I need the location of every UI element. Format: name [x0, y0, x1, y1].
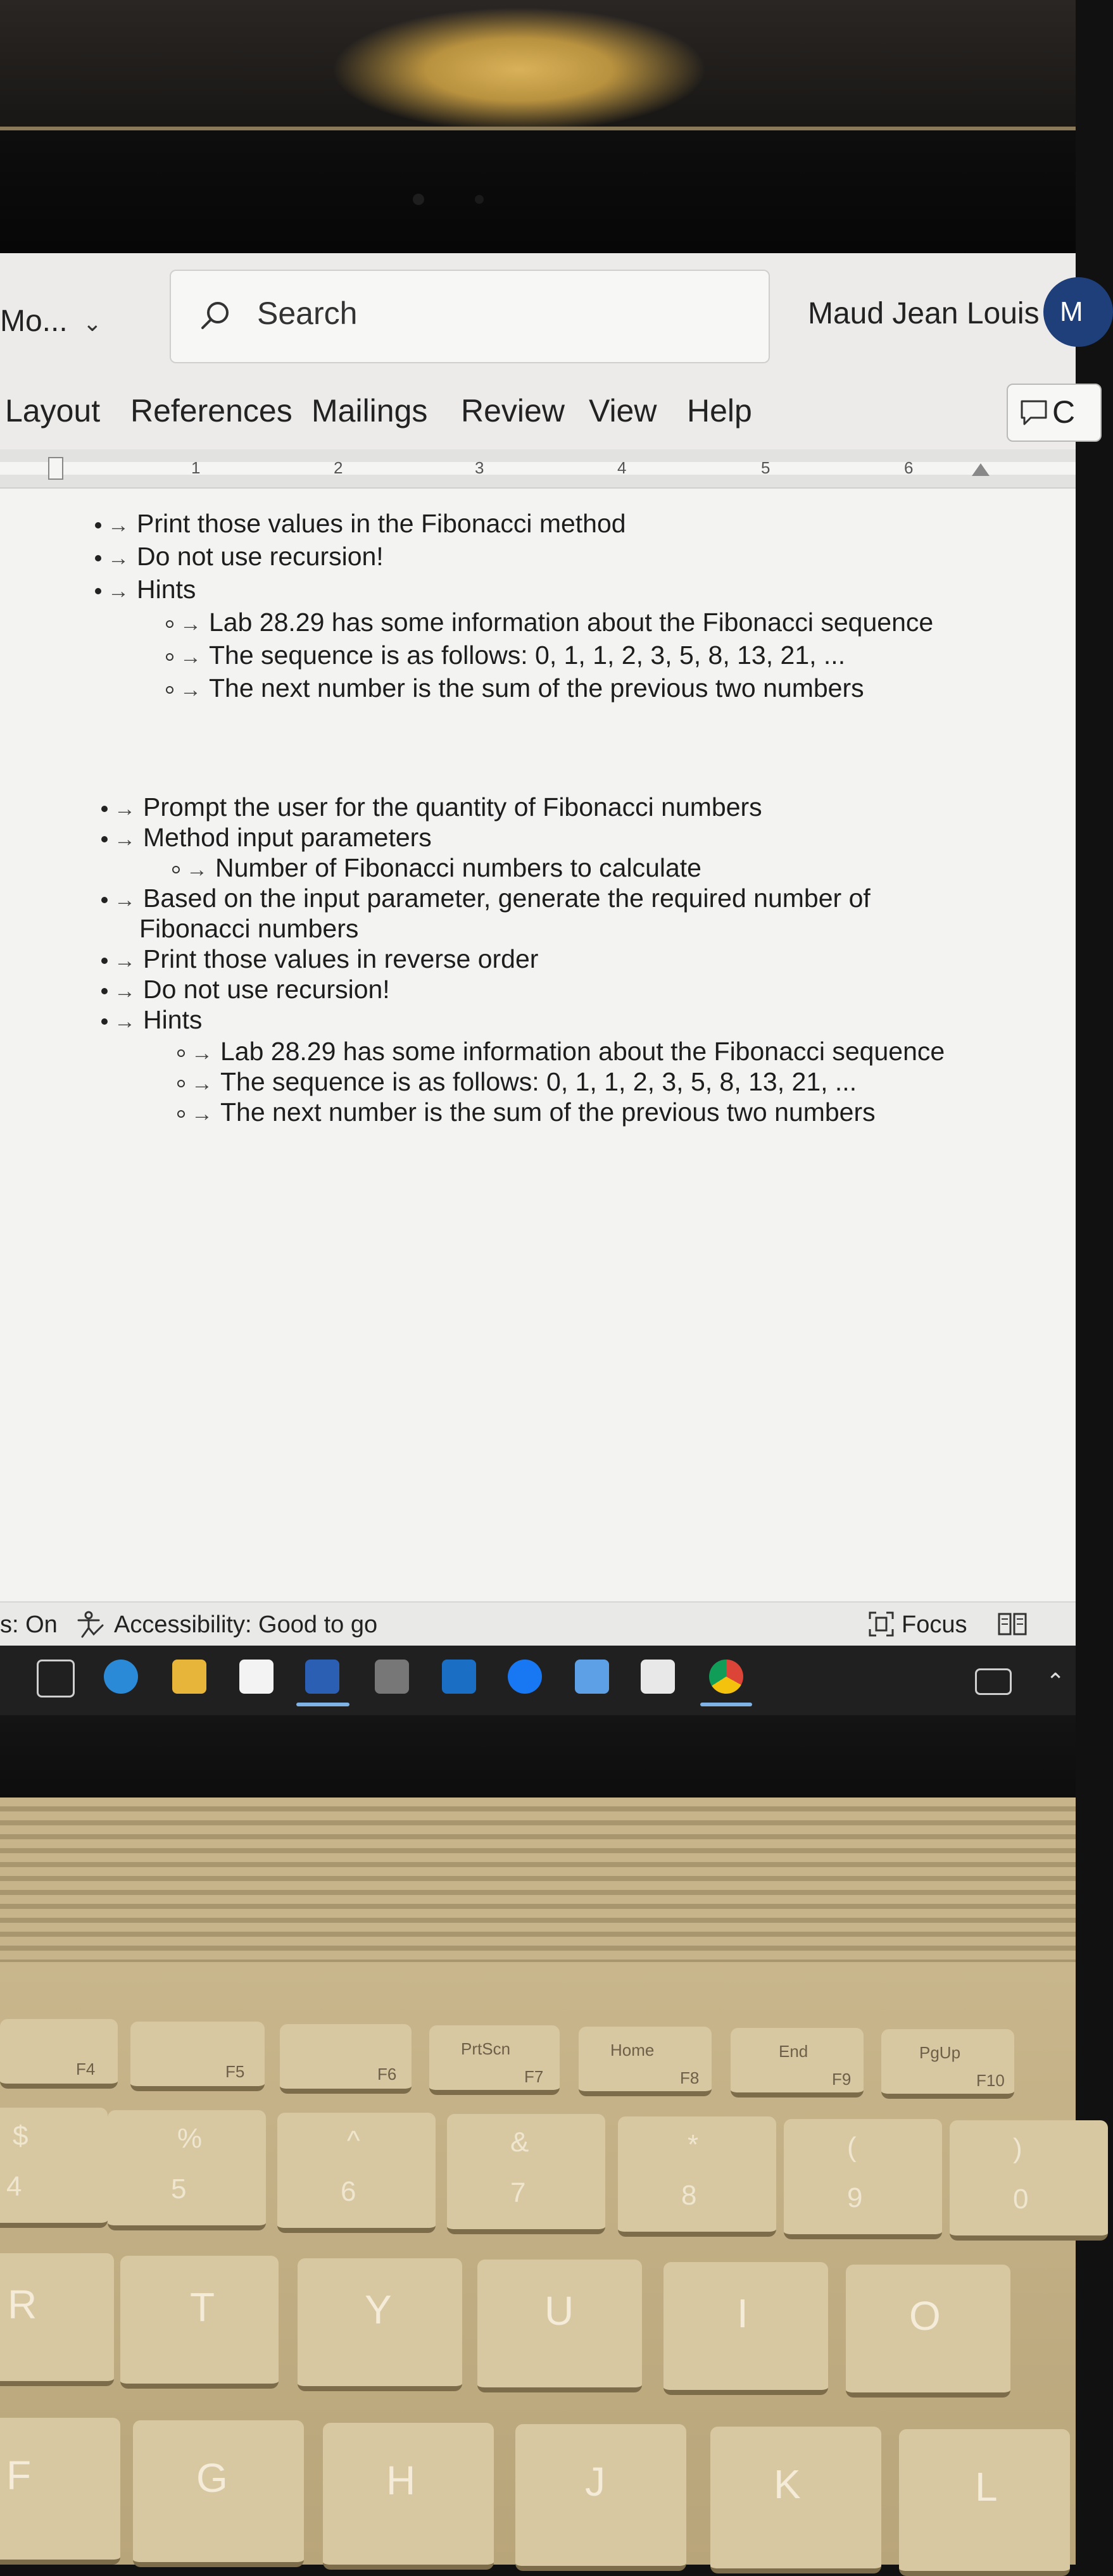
- tab-arrow-icon: →: [114, 1010, 135, 1034]
- accessibility-icon: [75, 1610, 106, 1639]
- tab-arrow-icon: →: [191, 1102, 213, 1126]
- key-label: F4: [76, 2060, 96, 2079]
- right-indent-marker[interactable]: [972, 463, 990, 476]
- tab-view[interactable]: View: [589, 393, 657, 428]
- key-label: End: [779, 2042, 808, 2061]
- key-y[interactable]: [298, 2258, 462, 2391]
- chevron-up-icon[interactable]: ⌃: [1046, 1668, 1066, 1694]
- sub-bullet-icon: [177, 1110, 185, 1118]
- key-i[interactable]: [663, 2262, 828, 2395]
- bullet-icon: [101, 988, 108, 994]
- list-item[interactable]: [101, 823, 432, 853]
- key-f6[interactable]: [280, 2024, 412, 2094]
- key-label: F6: [377, 2065, 397, 2084]
- key-pgup[interactable]: [881, 2029, 1014, 2099]
- key-sub-label: F7: [524, 2067, 544, 2086]
- focus-icon: [867, 1610, 895, 1638]
- list-item[interactable]: [95, 575, 196, 604]
- tab-arrow-icon: →: [191, 1041, 213, 1065]
- tab-review[interactable]: Review: [461, 393, 565, 428]
- key-u[interactable]: [477, 2260, 642, 2392]
- sub-bullet-icon: [166, 620, 173, 628]
- tab-arrow-icon: →: [191, 1072, 213, 1096]
- list-item[interactable]: [166, 641, 845, 670]
- status-text: s: On: [0, 1611, 58, 1638]
- active-indicator: [296, 1703, 349, 1706]
- key-label: F: [6, 2453, 32, 2498]
- ruler-number: 2: [334, 458, 343, 477]
- key-label-top: %: [177, 2123, 203, 2154]
- key-label: PgUp: [919, 2043, 961, 2062]
- tab-arrow-icon: →: [108, 546, 129, 570]
- key-label-bottom: 8: [681, 2180, 697, 2211]
- key-label: G: [196, 2455, 228, 2501]
- tab-arrow-icon: →: [114, 797, 135, 821]
- tab-arrow-icon: →: [114, 949, 135, 973]
- key-5[interactable]: [108, 2110, 266, 2230]
- key-label: T: [190, 2284, 215, 2330]
- list-item[interactable]: [177, 1067, 857, 1097]
- key-7[interactable]: [447, 2114, 605, 2234]
- key-label: Y: [365, 2287, 392, 2332]
- avatar[interactable]: M: [1043, 277, 1113, 347]
- key-label: PrtScn: [461, 2039, 511, 2058]
- list-item[interactable]: [166, 673, 864, 703]
- key-label-top: &: [510, 2127, 529, 2158]
- list-item[interactable]: [101, 884, 871, 913]
- bullet-icon: [95, 588, 101, 594]
- left-indent-marker[interactable]: [48, 457, 63, 480]
- key-label: J: [585, 2459, 605, 2504]
- key-sub-label: F10: [976, 2071, 1005, 2090]
- account-name[interactable]: Maud Jean Louis: [808, 297, 1040, 330]
- tab-arrow-icon: →: [180, 678, 201, 702]
- tab-arrow-icon: →: [114, 827, 135, 851]
- bullet-icon: [101, 1018, 108, 1025]
- outlook-icon[interactable]: [442, 1660, 476, 1694]
- active-indicator: [700, 1703, 752, 1706]
- ruler-number: 1: [191, 458, 201, 477]
- meet-now-icon[interactable]: [975, 1668, 1012, 1695]
- key-label-top: ^: [347, 2125, 360, 2156]
- key-home[interactable]: [579, 2027, 712, 2096]
- key-o[interactable]: [846, 2265, 1010, 2398]
- sensor-icon: [475, 195, 484, 204]
- sub-bullet-icon: [177, 1049, 185, 1057]
- key-l[interactable]: [899, 2429, 1070, 2576]
- comments-label: C: [1052, 394, 1076, 430]
- list-item[interactable]: [101, 975, 390, 1004]
- search-placeholder: Search: [257, 296, 358, 331]
- list-item-text: Print those values in reverse order: [143, 944, 539, 973]
- status-bar: [0, 1601, 1076, 1647]
- list-item[interactable]: [95, 509, 626, 539]
- key-j[interactable]: [515, 2424, 686, 2571]
- key-label-top: *: [688, 2129, 699, 2160]
- key-label-bottom: 9: [847, 2182, 863, 2213]
- laptop-screen: [0, 253, 1083, 1684]
- read-mode-icon[interactable]: [997, 1610, 1028, 1638]
- key-end[interactable]: [731, 2028, 864, 2098]
- key-label: L: [975, 2464, 998, 2510]
- sub-bullet-icon: [172, 866, 180, 873]
- key-label-top: $: [13, 2120, 28, 2151]
- key-label-bottom: 4: [6, 2171, 22, 2202]
- edge-icon[interactable]: [104, 1660, 138, 1694]
- ruler-track: [0, 462, 1076, 475]
- key-h[interactable]: [323, 2423, 494, 2570]
- list-item-text: Number of Fibonacci numbers to calculate: [215, 853, 701, 882]
- comment-icon: [1019, 399, 1048, 427]
- key-label: U: [544, 2288, 574, 2334]
- key-label: R: [8, 2282, 37, 2327]
- bullet-icon: [95, 522, 101, 528]
- tab-layout[interactable]: Layout: [5, 393, 101, 428]
- task-view-icon[interactable]: [37, 1660, 75, 1698]
- list-item-continuation[interactable]: [139, 914, 358, 944]
- list-item[interactable]: [101, 792, 762, 822]
- list-item[interactable]: [177, 1037, 945, 1066]
- list-item-text: The sequence is as follows: 0, 1, 1, 2, 3, 5, 8, 13, 21, ...: [209, 641, 846, 670]
- sub-bullet-icon: [166, 686, 173, 694]
- bullet-icon: [101, 836, 108, 842]
- sub-bullet-icon: [177, 1080, 185, 1087]
- key-6[interactable]: [277, 2113, 436, 2233]
- chrome-icon[interactable]: [709, 1660, 743, 1694]
- list-item[interactable]: [95, 542, 384, 572]
- tab-arrow-icon: →: [180, 645, 201, 669]
- key-sub-label: F8: [680, 2068, 700, 2087]
- store-icon[interactable]: [239, 1660, 274, 1694]
- list-item-text: Based on the input parameter, generate the required number of: [143, 884, 871, 913]
- bullet-icon: [101, 806, 108, 812]
- key-label-bottom: 5: [171, 2173, 187, 2204]
- chevron-down-icon: ⌄: [82, 310, 102, 336]
- list-item-text: Do not use recursion!: [143, 975, 390, 1004]
- keyboard: [0, 1962, 1076, 2565]
- list-item[interactable]: [172, 853, 701, 883]
- list-item[interactable]: [177, 1097, 876, 1127]
- key-label: I: [737, 2291, 748, 2336]
- list-item[interactable]: [166, 608, 933, 637]
- list-item-text: Prompt the user for the quantity of Fibonacci numbers: [143, 792, 762, 822]
- sub-bullet-icon: [166, 653, 173, 661]
- list-item-text: Hints: [137, 575, 196, 604]
- title-bar: [0, 253, 1083, 380]
- list-item-text: The next number is the sum of the previous two numbers: [209, 673, 864, 703]
- ruler-number: 3: [475, 458, 484, 477]
- comments-button[interactable]: [1007, 384, 1102, 442]
- tab-arrow-icon: →: [108, 579, 129, 603]
- laptop-hinge: [0, 1798, 1076, 1962]
- list-item-text: Lab 28.29 has some information about the Fibonacci sequence: [209, 608, 934, 637]
- ruler-number: 6: [904, 458, 914, 477]
- tab-references[interactable]: References: [130, 393, 292, 428]
- list-item-text: Print those values in the Fibonacci method: [137, 509, 626, 538]
- facebook-icon[interactable]: [508, 1660, 542, 1694]
- key-g[interactable]: [133, 2420, 304, 2567]
- key-label: O: [909, 2293, 941, 2339]
- list-item-text: The sequence is as follows: 0, 1, 1, 2, 3, 5, 8, 13, 21, ...: [220, 1067, 857, 1096]
- key-prtscn[interactable]: [429, 2025, 560, 2095]
- key-4[interactable]: [0, 2108, 108, 2228]
- tab-help[interactable]: Help: [687, 393, 752, 428]
- tab-arrow-icon: →: [114, 979, 135, 1003]
- camera-app-icon[interactable]: [375, 1660, 409, 1694]
- mail-icon[interactable]: [575, 1660, 609, 1694]
- list-item-text: Hints: [143, 1005, 203, 1034]
- list-item[interactable]: [101, 944, 538, 974]
- key-label-top: (: [847, 2132, 857, 2163]
- key-f[interactable]: [0, 2418, 120, 2565]
- laptop-bezel-top: [0, 127, 1076, 263]
- document-name: Mo...: [0, 304, 68, 338]
- key-label: Home: [610, 2041, 655, 2060]
- tab-arrow-icon: →: [108, 513, 129, 537]
- list-item-text: Fibonacci numbers: [139, 914, 359, 943]
- key-label: F5: [225, 2062, 245, 2081]
- tab-arrow-icon: →: [186, 858, 208, 882]
- tab-mailings[interactable]: Mailings: [311, 393, 428, 428]
- key-9[interactable]: [784, 2119, 942, 2239]
- search-input[interactable]: [170, 270, 770, 363]
- bullet-icon: [101, 958, 108, 964]
- key-label-top: ): [1013, 2133, 1022, 2164]
- document-name-menu[interactable]: [0, 304, 102, 339]
- focus-button[interactable]: Focus: [902, 1611, 967, 1638]
- key-0[interactable]: [950, 2120, 1108, 2241]
- horizontal-ruler[interactable]: [0, 449, 1076, 489]
- key-k[interactable]: [710, 2427, 881, 2573]
- key-label-bottom: 6: [341, 2176, 356, 2207]
- tab-arrow-icon: →: [114, 888, 135, 912]
- bullet-icon: [95, 555, 101, 561]
- list-item[interactable]: [101, 1005, 202, 1035]
- key-f4[interactable]: [0, 2019, 118, 2089]
- key-sub-label: F9: [832, 2070, 852, 2089]
- key-8[interactable]: [618, 2116, 776, 2237]
- document-page[interactable]: [0, 489, 1076, 1672]
- search-icon: [198, 299, 232, 333]
- camera-icon: [413, 194, 424, 205]
- key-label: H: [386, 2458, 416, 2503]
- key-t[interactable]: [120, 2256, 279, 2389]
- key-f5[interactable]: [130, 2022, 265, 2091]
- key-r[interactable]: [0, 2253, 114, 2386]
- word-icon[interactable]: [305, 1660, 339, 1694]
- ruler-number: 5: [761, 458, 770, 477]
- ruler-number: 4: [617, 458, 627, 477]
- tab-arrow-icon: →: [180, 612, 201, 636]
- key-label: K: [774, 2461, 801, 2507]
- key-label-bottom: 0: [1013, 2184, 1029, 2215]
- list-item-text: Lab 28.29 has some information about the Fibonacci sequence: [220, 1037, 945, 1066]
- key-label-bottom: 7: [510, 2177, 526, 2208]
- file-explorer-icon[interactable]: [172, 1660, 206, 1694]
- pen-app-icon[interactable]: [641, 1660, 675, 1694]
- list-item-text: Do not use recursion!: [137, 542, 384, 571]
- list-item-text: The next number is the sum of the previous two numbers: [220, 1097, 876, 1127]
- list-item-text: Method input parameters: [143, 823, 432, 852]
- laptop-bezel-bottom: [0, 1715, 1076, 1810]
- accessibility-status[interactable]: Accessibility: Good to go: [114, 1611, 378, 1638]
- bullet-icon: [101, 897, 108, 903]
